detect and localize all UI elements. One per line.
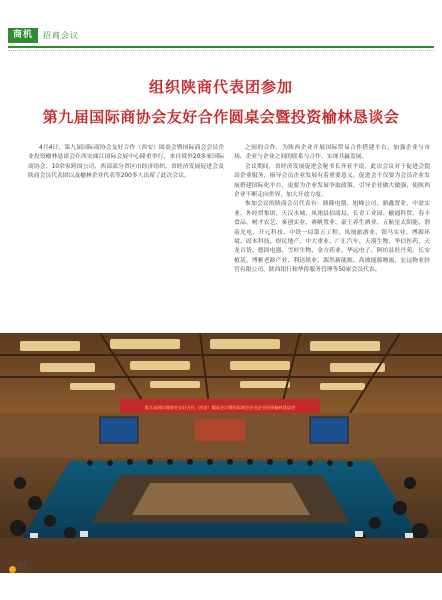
page-number: 52: [17, 562, 28, 571]
left-column: [28, 144, 224, 182]
conference-photo: [0, 333, 442, 573]
section-sub-label: 招商会议: [43, 30, 80, 40]
right-paragraph: 参加会议的陕商会员代表有：鼎隆电器、旭峰公司、鼎鑫置业、中盈实业、外经贸集团、天汉水城、凤翔县招商局、长青工业园、榆通科贸、春丰食品、树才农艺、秦创实业、赛帆置业、豪王养生酒业、五航星太阳能、渭南光电、开元科技、中铁一局第五工程、凤凰旅游业、银马实业、博源环境、固本科技、煜民地产、中大重业、广汇汽车、天漠生物、华信医药、天龙百货、德固电器、雪杉生物、金方药业、华远电子、阿坊县牡丹苑、长安植基、博雅老龄产业、利达纸业、源然新能源、高坡能源物流、宏远物业经营有限公司、陕西银行和华侨服务管理等50家会员代表。: [234, 201, 430, 274]
banner-text: 第九届国际商协会友好合作（西安）圆桌会议暨国际商会会员企业投资榆林恳谈会: [144, 405, 296, 410]
page-number-bullet-icon: [9, 566, 16, 573]
section-header: [8, 26, 79, 44]
article-title-line1: 组织陕商代表团参加: [148, 78, 293, 96]
article-title-line2: 第九届国际商协会友好合作圆桌会暨投资榆林恳谈会: [42, 108, 400, 126]
right-paragraph: 之间的合作，为陕西企业开展国际贸易合作搭建平台，加强企业与市场、企业与企业之间的联系与合作，实现共赢发展。: [234, 145, 430, 161]
header-rule: [8, 46, 434, 48]
conference-hall-illustration: [0, 333, 442, 573]
header-dotted-rule: [8, 50, 434, 51]
right-paragraph: 会议期间，省经济发展促进会秘书长齐亚平说，此次会议对于促进会提高企业服务，指导会员企业发展有着重要意义。促进会不仅要为会员企业发展搭建国际化平台，更要为企业发展争取政策、引导企业做大做强，使陕西企业不断走向世界，加大开放力度。: [234, 163, 430, 199]
right-column: [234, 144, 430, 276]
left-paragraph: 4月4日，第九届国际商协会友好合作（西安）圆桌会暨国际商会会员企业投资榆林恳谈会在西安曲江国际会展中心隆重举行，来自境外20多家国际商协会、10余家跨国公司、西部部分省区市经济组织、省经济发展促进会及陕商会员代表团以及榆林企业代表等200多人出席了此次会议。: [28, 145, 224, 180]
section-label: 商机: [8, 28, 38, 43]
